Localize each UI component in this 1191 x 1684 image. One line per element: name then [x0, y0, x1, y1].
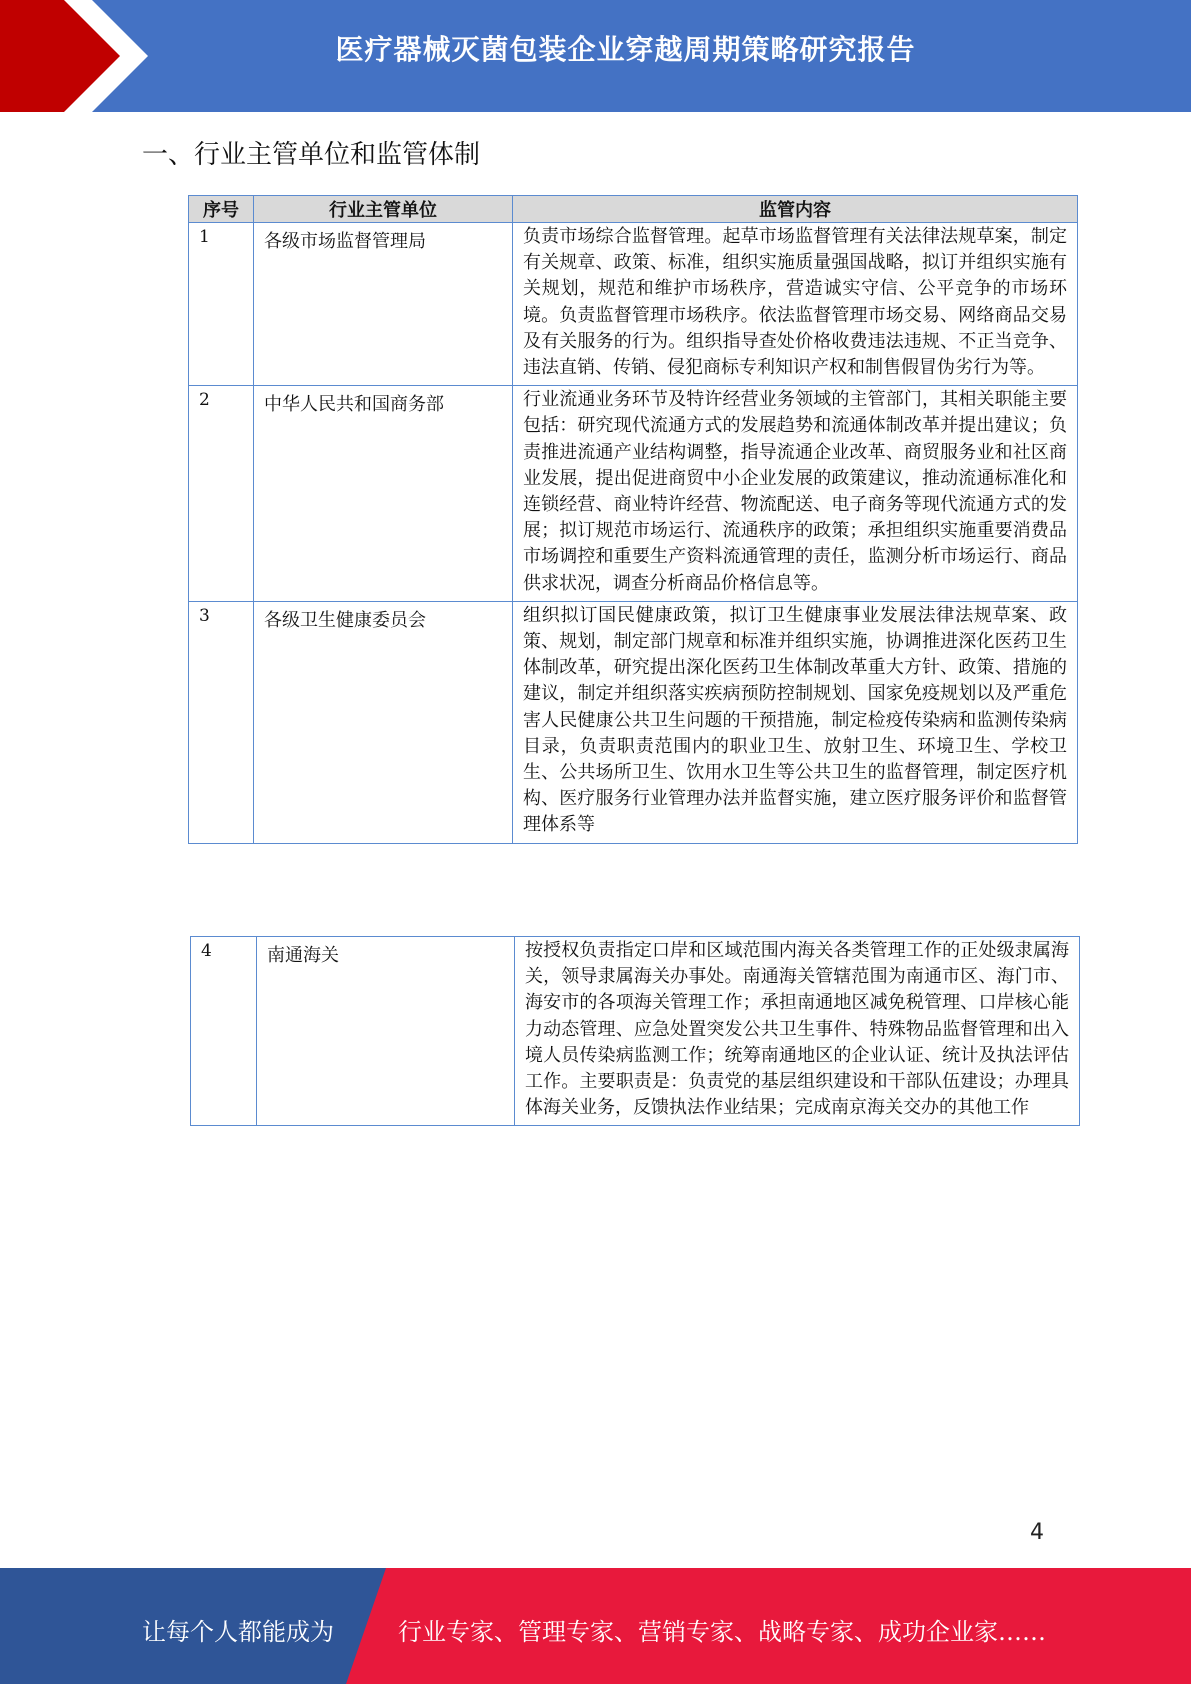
- page-footer: [0, 1568, 1191, 1684]
- row-unit: 各级卫生健康委员会: [254, 601, 513, 843]
- column-header-content: 监管内容: [513, 196, 1078, 223]
- row-content: 行业流通业务环节及特许经营业务领域的主管部门，其相关职能主要包括：研究现代流通方式的发展趋势和流通体制改革并提出建议；负责推进流通产业结构调整，指导流通企业改革、商贸服务业和社区商业发展，提出促进商贸中小企业发展的政策建议，推动流通标准化和连锁经营、商业特许经营、物流配送、电子商务等现代流通方式的发展；拟订规范市场运行、流通秩序的政策；承担组织实施重要消费品市场调控和重要生产资料流通管理的责任，监测分析市场运行、商品供求状况，调查分析商品价格信息等。: [513, 386, 1078, 602]
- table-header-row: [189, 196, 1078, 223]
- row-content: 组织拟订国民健康政策，拟订卫生健康事业发展法律法规草案、政策、规划，制定部门规章和标准并组织实施，协调推进深化医药卫生体制改革，研究提出深化医药卫生体制改革重大方针、政策、措施的建议，制定并组织落实疾病预防控制规划、国家免疫规划以及严重危害人民健康公共卫生问题的干预措施，制定检疫传染病和监测传染病目录，负责职责范围内的职业卫生、放射卫生、环境卫生、学校卫生、公共场所卫生、饮用水卫生等公共卫生的监督管理，制定医疗机构、医疗服务行业管理办法并监督实施，建立医疗服务评价和监督管理体系等: [513, 601, 1078, 843]
- section-heading: 一、行业主管单位和监管体制: [142, 140, 481, 170]
- column-header-no: 序号: [189, 196, 254, 223]
- row-unit: 中华人民共和国商务部: [254, 386, 513, 602]
- row-unit: 各级市场监督管理局: [254, 223, 513, 386]
- table-row: [189, 601, 1078, 843]
- row-content: 按授权负责指定口岸和区域范围内海关各类管理工作的正处级隶属海关，领导隶属海关办事处。南通海关管辖范围为南通市区、海门市、海安市的各项海关管理工作；承担南通地区减免税管理、口岸核心能力动态管理、应急处置突发公共卫生事件、特殊物品监督管理和出入境人员传染病监测工作；统筹南通地区的企业认证、统计及执法评估工作。主要职责是：负责党的基层组织建设和干部队伍建设；办理具体海关业务，反馈执法作业结果；完成南京海关交办的其他工作: [515, 937, 1080, 1126]
- report-title: 医疗器械灭菌包装企业穿越周期策略研究报告: [335, 33, 916, 66]
- footer-slogan-right: 行业专家、管理专家、营销专家、战略专家、成功企业家……: [398, 1618, 1046, 1646]
- page-header: [0, 0, 1191, 112]
- column-header-unit: 行业主管单位: [254, 196, 513, 223]
- footer-slogan-left: 让每个人都能成为: [142, 1618, 334, 1646]
- table-row: [191, 937, 1080, 1126]
- row-content: 负责市场综合监督管理。起草市场监督管理有关法律法规草案，制定有关规章、政策、标准，组织实施质量强国战略，拟订并组织实施有关规划，规范和维护市场秩序，营造诚实守信、公平竞争的市场环境。负责监督管理市场秩序。依法监督管理市场交易、网络商品交易及有关服务的行为。组织指导查处价格收费违法违规、不正当竞争、违法直销、传销、侵犯商标专利知识产权和制售假冒伪劣行为等。: [513, 223, 1078, 386]
- row-number: 4: [191, 937, 257, 1126]
- table-row: [189, 386, 1078, 602]
- regulator-table-continued: [190, 936, 1080, 1126]
- regulator-table: [188, 195, 1078, 844]
- table-row: [189, 223, 1078, 386]
- row-number: 3: [189, 601, 254, 843]
- row-number: 2: [189, 386, 254, 602]
- row-unit: 南通海关: [257, 937, 515, 1126]
- row-number: 1: [189, 223, 254, 386]
- page-number: 4: [1030, 1520, 1044, 1545]
